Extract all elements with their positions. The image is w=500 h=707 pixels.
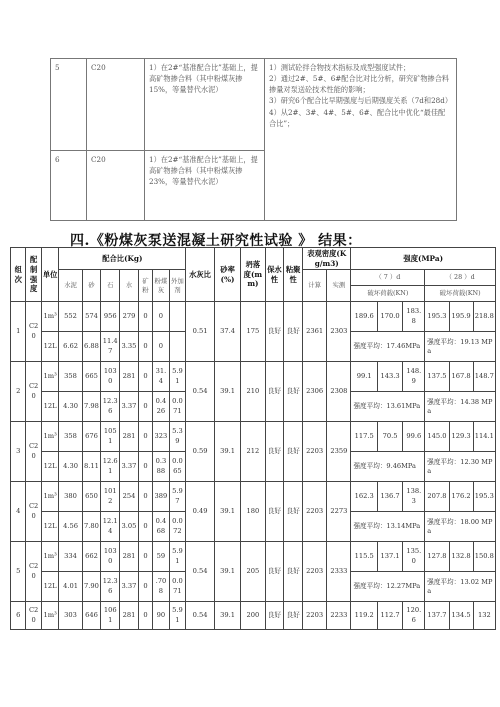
mix-sand: 7.90 bbox=[82, 572, 101, 602]
cohesion: 良好 bbox=[284, 602, 303, 630]
mix-slag: 0 bbox=[138, 572, 152, 602]
hdr-stone: 石 bbox=[101, 270, 120, 302]
avg-strength-7d: 强度平均：13.61MPa bbox=[351, 392, 425, 422]
mix-sand: 662 bbox=[82, 542, 101, 572]
density-meas: 2303 bbox=[327, 302, 351, 362]
load-7d: 135.0 bbox=[403, 542, 425, 572]
load-28d: 195.9 bbox=[449, 302, 473, 332]
load-7d: 183.8 bbox=[403, 302, 425, 332]
load-28d: 167.8 bbox=[449, 362, 473, 392]
hdr-slag: 矿粉 bbox=[138, 270, 152, 302]
mix-stone: 1061 bbox=[101, 602, 120, 630]
hdr-calc: 计算 bbox=[303, 270, 327, 302]
result-row bbox=[11, 302, 496, 332]
mix-sand: 6.88 bbox=[82, 332, 101, 362]
plan-scheme: 1）在2#“基准配合比”基础上，提高矿物掺合料（其中粉煤灰掺15%，等量替代水泥） bbox=[145, 59, 265, 151]
mix-slag: 0 bbox=[138, 452, 152, 482]
mix-cement: 4.30 bbox=[59, 452, 82, 482]
group-grade: C20 bbox=[26, 542, 41, 602]
mix-unit: 1m³ bbox=[41, 422, 59, 452]
avg-strength-28d: 强度平均：13.02 MPa bbox=[425, 572, 496, 602]
sand-ratio: 39.1 bbox=[214, 482, 240, 542]
sand-ratio: 39.1 bbox=[214, 422, 240, 482]
mix-unit: 12L bbox=[41, 332, 59, 362]
avg-strength-7d: 强度平均：17.46MPa bbox=[351, 332, 425, 362]
mix-unit: 1m³ bbox=[41, 542, 59, 572]
mix-cement: 552 bbox=[59, 302, 82, 332]
mix-stone: 12.61 bbox=[101, 452, 120, 482]
mix-flyash: 0 bbox=[153, 332, 170, 362]
plan-no: 5 bbox=[51, 59, 87, 151]
plan-no: 6 bbox=[51, 151, 87, 221]
mix-water: 3.37 bbox=[120, 452, 139, 482]
mix-slag: 0 bbox=[138, 542, 152, 572]
result-row bbox=[11, 362, 496, 392]
density-meas: 2308 bbox=[327, 362, 351, 422]
load-28d: 207.8 bbox=[425, 482, 449, 512]
mix-sand: 8.11 bbox=[82, 452, 101, 482]
water-retention: 良好 bbox=[265, 602, 284, 630]
mix-water: 281 bbox=[120, 542, 139, 572]
cohesion: 良好 bbox=[284, 362, 303, 422]
mix-sand: 7.80 bbox=[82, 512, 101, 542]
mix-cement: 358 bbox=[59, 362, 82, 392]
load-28d: 195.3 bbox=[473, 482, 495, 512]
sand-ratio: 39.1 bbox=[214, 362, 240, 422]
mix-sand: 676 bbox=[82, 422, 101, 452]
hdr-water: 水 bbox=[120, 270, 139, 302]
hdr-28d: （ 28 ）d bbox=[425, 270, 496, 286]
mix-flyash: .708 bbox=[153, 572, 170, 602]
load-7d: 119.2 bbox=[351, 602, 377, 630]
load-28d: 127.8 bbox=[425, 542, 449, 572]
mix-slag: 0 bbox=[138, 332, 152, 362]
group-grade: C20 bbox=[26, 302, 41, 362]
mix-stone: 1051 bbox=[101, 422, 120, 452]
mix-admix: 5.91 bbox=[169, 362, 186, 392]
avg-strength-28d: 强度平均：14.38 MPa bbox=[425, 392, 496, 422]
load-7d: 115.5 bbox=[351, 542, 377, 572]
result-row bbox=[11, 482, 496, 512]
water-cement-ratio: 0.54 bbox=[186, 542, 215, 602]
group-no: 5 bbox=[11, 542, 26, 602]
mix-admix: 0.072 bbox=[169, 512, 186, 542]
mix-water: 279 bbox=[120, 302, 139, 332]
load-28d: 132.8 bbox=[449, 542, 473, 572]
mix-stone: 12.36 bbox=[101, 572, 120, 602]
plan-row-5 bbox=[51, 59, 457, 151]
result-row bbox=[11, 422, 496, 452]
mix-admix: 0.065 bbox=[169, 452, 186, 482]
load-7d: 143.3 bbox=[377, 362, 402, 392]
water-cement-ratio: 0.54 bbox=[186, 602, 215, 630]
hdr-load-28d: 破坏荷载(KN) bbox=[425, 286, 496, 302]
slump: 175 bbox=[241, 302, 265, 362]
group-no: 3 bbox=[11, 422, 26, 482]
load-7d: 99.1 bbox=[351, 362, 377, 392]
mix-unit: 1m³ bbox=[41, 482, 59, 512]
mix-sand: 665 bbox=[82, 362, 101, 392]
group-grade: C20 bbox=[26, 422, 41, 482]
load-28d: 148.7 bbox=[473, 362, 495, 392]
group-no: 2 bbox=[11, 362, 26, 422]
plan-table bbox=[50, 58, 457, 221]
mix-unit: 12L bbox=[41, 512, 59, 542]
density-meas: 2273 bbox=[327, 482, 351, 542]
avg-strength-7d: 强度平均：13.14MPa bbox=[351, 512, 425, 542]
hdr-7d: （ 7 ）d bbox=[351, 270, 425, 286]
hdr-sand: 砂 bbox=[82, 270, 101, 302]
mix-water: 281 bbox=[120, 422, 139, 452]
mix-admix: 0.071 bbox=[169, 392, 186, 422]
water-cement-ratio: 0.49 bbox=[186, 482, 215, 542]
slump: 180 bbox=[241, 482, 265, 542]
mix-flyash: 0.468 bbox=[153, 512, 170, 542]
load-28d: 132 bbox=[473, 602, 495, 630]
group-no: 6 bbox=[11, 602, 26, 630]
density-meas: 2359 bbox=[327, 422, 351, 482]
mix-sand: 646 bbox=[82, 602, 101, 630]
mix-stone: 1030 bbox=[101, 542, 120, 572]
result-row bbox=[11, 542, 496, 572]
density-calc: 2203 bbox=[303, 542, 327, 602]
mix-admix: 5.39 bbox=[169, 422, 186, 452]
load-7d: 170.0 bbox=[377, 302, 402, 332]
water-cement-ratio: 0.54 bbox=[186, 362, 215, 422]
hdr-load-7d: 破坏荷载(KN) bbox=[351, 286, 425, 302]
mix-stone: 11.47 bbox=[101, 332, 120, 362]
load-7d: 162.3 bbox=[351, 482, 377, 512]
slump: 210 bbox=[241, 362, 265, 422]
slump: 212 bbox=[241, 422, 265, 482]
load-7d: 189.6 bbox=[351, 302, 377, 332]
load-28d: 150.8 bbox=[473, 542, 495, 572]
mix-water: 3.35 bbox=[120, 332, 139, 362]
mix-sand: 574 bbox=[82, 302, 101, 332]
mix-cement: 6.62 bbox=[59, 332, 82, 362]
water-retention: 良好 bbox=[265, 542, 284, 602]
load-7d: 136.7 bbox=[377, 482, 402, 512]
mix-stone: 1012 bbox=[101, 482, 120, 512]
group-grade: C20 bbox=[26, 482, 41, 542]
mix-water: 254 bbox=[120, 482, 139, 512]
water-cement-ratio: 0.59 bbox=[186, 422, 215, 482]
mix-slag: 0 bbox=[138, 602, 152, 630]
load-7d: 112.7 bbox=[377, 602, 402, 630]
mix-admix bbox=[169, 302, 186, 332]
sand-ratio: 37.4 bbox=[214, 302, 240, 362]
density-calc: 2203 bbox=[303, 602, 327, 630]
density-calc: 2361 bbox=[303, 302, 327, 362]
mix-cement: 358 bbox=[59, 422, 82, 452]
load-28d: 176.2 bbox=[449, 482, 473, 512]
mix-admix bbox=[169, 332, 186, 362]
load-28d: 145.0 bbox=[425, 422, 449, 452]
mix-slag: 0 bbox=[138, 482, 152, 512]
hdr-flyash: 粉煤灰 bbox=[153, 270, 170, 302]
water-retention: 良好 bbox=[265, 302, 284, 362]
hdr-slump: 坍落度(mm) bbox=[241, 248, 265, 302]
density-calc: 2306 bbox=[303, 362, 327, 422]
mix-unit: 12L bbox=[41, 452, 59, 482]
mix-flyash: 0.388 bbox=[153, 452, 170, 482]
mix-water: 3.05 bbox=[120, 512, 139, 542]
mix-flyash: 0 bbox=[153, 302, 170, 332]
mix-flyash: 90 bbox=[153, 602, 170, 630]
water-retention: 良好 bbox=[265, 422, 284, 482]
hdr-group: 组次 bbox=[11, 248, 26, 302]
density-meas: 2333 bbox=[327, 542, 351, 602]
density-calc: 2203 bbox=[303, 482, 327, 542]
hdr-strength: 强度(MPa) bbox=[351, 248, 496, 270]
load-28d: 137.7 bbox=[425, 602, 449, 630]
result-row bbox=[11, 602, 496, 630]
mix-cement: 334 bbox=[59, 542, 82, 572]
sand-ratio: 39.1 bbox=[214, 542, 240, 602]
water-retention: 良好 bbox=[265, 482, 284, 542]
mix-admix: 5.97 bbox=[169, 482, 186, 512]
load-28d: 129.3 bbox=[449, 422, 473, 452]
mix-slag: 0 bbox=[138, 362, 152, 392]
plan-grade: C20 bbox=[87, 151, 145, 221]
plan-scheme: 1）在2#“基准配合比”基础上，提高矿物掺合料（其中粉煤灰掺23%，等量替代水泥） bbox=[145, 151, 265, 221]
plan-tasks: 1）测试砼拌合物技术指标及成型强度试件； 2）通过2#、5#、6#配合比对比分析，研究矿物掺合料掺量对泵送砼技术性能的影响； 3）研究6个配合比早期强度与后期强度关系（7d和28d） 4）从2#、3#、4#、5#、6#、配合比中优化“最佳配合比”； bbox=[265, 59, 457, 221]
mix-slag: 0 bbox=[138, 302, 152, 332]
load-28d: 134.5 bbox=[449, 602, 473, 630]
slump: 205 bbox=[241, 542, 265, 602]
mix-flyash: 31.4 bbox=[153, 362, 170, 392]
density-calc: 2203 bbox=[303, 422, 327, 482]
slump: 200 bbox=[241, 602, 265, 630]
mix-water: 3.37 bbox=[120, 572, 139, 602]
mix-sand: 7.98 bbox=[82, 392, 101, 422]
mix-slag: 0 bbox=[138, 392, 152, 422]
mix-cement: 303 bbox=[59, 602, 82, 630]
mix-cement: 4.30 bbox=[59, 392, 82, 422]
mix-flyash: 323 bbox=[153, 422, 170, 452]
plan-grade: C20 bbox=[87, 59, 145, 151]
avg-strength-7d: 强度平均：12.27MPa bbox=[351, 572, 425, 602]
hdr-cement: 水泥 bbox=[59, 270, 82, 302]
load-28d: 114.1 bbox=[473, 422, 495, 452]
mix-cement: 4.56 bbox=[59, 512, 82, 542]
mix-cement: 380 bbox=[59, 482, 82, 512]
mix-stone: 1030 bbox=[101, 362, 120, 392]
load-7d: 99.6 bbox=[403, 422, 425, 452]
load-28d: 137.5 bbox=[425, 362, 449, 392]
hdr-unit: 单位 bbox=[41, 248, 59, 302]
load-7d: 120.6 bbox=[403, 602, 425, 630]
mix-slag: 0 bbox=[138, 512, 152, 542]
load-28d: 218.8 bbox=[473, 302, 495, 332]
load-7d: 148.9 bbox=[403, 362, 425, 392]
mix-cement: 4.01 bbox=[59, 572, 82, 602]
mix-unit: 12L bbox=[41, 392, 59, 422]
mix-admix: 5.91 bbox=[169, 542, 186, 572]
hdr-grade: 配制强度 bbox=[26, 248, 41, 302]
water-cement-ratio: 0.51 bbox=[186, 302, 215, 362]
mix-flyash: 59 bbox=[153, 542, 170, 572]
section-heading: 四.《粉煤灰泵送混凝土研究性试验 》 结果： bbox=[70, 233, 362, 249]
mix-stone: 12.14 bbox=[101, 512, 120, 542]
mix-stone: 956 bbox=[101, 302, 120, 332]
mix-unit: 12L bbox=[41, 572, 59, 602]
load-7d: 137.1 bbox=[377, 542, 402, 572]
mix-slag: 0 bbox=[138, 422, 152, 452]
cohesion: 良好 bbox=[284, 422, 303, 482]
mix-unit: 1m³ bbox=[41, 602, 59, 630]
hdr-cohesion: 粘聚性 bbox=[284, 248, 303, 302]
mix-unit: 1m³ bbox=[41, 362, 59, 392]
mix-unit: 1m³ bbox=[41, 302, 59, 332]
mix-stone: 12.36 bbox=[101, 392, 120, 422]
group-no: 4 bbox=[11, 482, 26, 542]
load-28d: 195.3 bbox=[425, 302, 449, 332]
mix-water: 3.37 bbox=[120, 392, 139, 422]
avg-strength-7d: 强度平均：9.46MPa bbox=[351, 452, 425, 482]
results-table bbox=[10, 247, 496, 630]
hdr-wc: 水灰比 bbox=[186, 248, 215, 302]
density-meas: 2233 bbox=[327, 602, 351, 630]
avg-strength-28d: 强度平均：18.00 MPa bbox=[425, 512, 496, 542]
cohesion: 良好 bbox=[284, 542, 303, 602]
load-7d: 138.3 bbox=[403, 482, 425, 512]
cohesion: 良好 bbox=[284, 482, 303, 542]
mix-admix: 0.071 bbox=[169, 572, 186, 602]
hdr-mix: 配合比(Kg) bbox=[59, 248, 186, 270]
mix-water: 281 bbox=[120, 362, 139, 392]
group-grade: C20 bbox=[26, 602, 41, 630]
load-7d: 117.5 bbox=[351, 422, 377, 452]
hdr-admix: 外加剂 bbox=[169, 270, 186, 302]
sand-ratio: 39.1 bbox=[214, 602, 240, 630]
avg-strength-28d: 强度平均：19.13 MPa bbox=[425, 332, 496, 362]
hdr-retention: 保水性 bbox=[265, 248, 284, 302]
hdr-sandratio: 砂率(%) bbox=[214, 248, 240, 302]
avg-strength-28d: 强度平均：12.30 MPa bbox=[425, 452, 496, 482]
mix-flyash: 389 bbox=[153, 482, 170, 512]
hdr-meas: 实测 bbox=[327, 270, 351, 302]
hdr-density: 表观密度(Kg/m3) bbox=[303, 248, 351, 270]
group-no: 1 bbox=[11, 302, 26, 362]
results-body bbox=[11, 302, 496, 630]
group-grade: C20 bbox=[26, 362, 41, 422]
mix-sand: 650 bbox=[82, 482, 101, 512]
mix-admix: 5.91 bbox=[169, 602, 186, 630]
load-7d: 70.5 bbox=[377, 422, 402, 452]
mix-water: 281 bbox=[120, 602, 139, 630]
cohesion: 良好 bbox=[284, 302, 303, 362]
mix-flyash: 0.426 bbox=[153, 392, 170, 422]
water-retention: 良好 bbox=[265, 362, 284, 422]
